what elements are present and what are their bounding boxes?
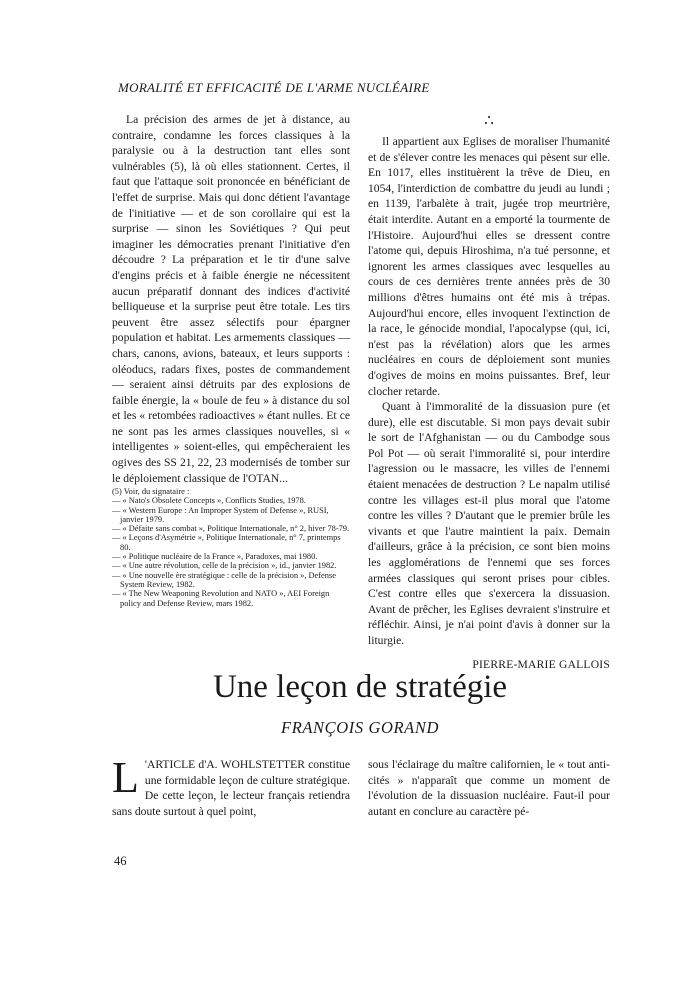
- left-paragraph: La précision des armes de jet à distance, au contraire, condamne les forces classiques à la paralysie ou à la destruction tant elles sont vulnérables (5), là où elles stationnent. Certes, il faut que l'attaque soit prononcée en bénéficiant de l'effet de surprise. Mais qui donc détient l'avantage de l'initiative — et de son corollaire qui est la surprise — sinon les Soviétiques ? Qui peut imaginer les démocraties prenant l'initiative d'en découdre ? La préparation et le tir d'une salve d'engins précis et à faible énergie ne nécessitent aucun préparatif donnant des indices d'activité belliqueuse et la surprise peut être totale. Les tirs peuvent être assez sélectifs pour épargner population et habitat. Les armements classiques — chars, canons, avions, bateaux, et leurs supports : oléoducs, radars fixes, postes de commandement — seraient ainsi détruits par des explosions de faible énergie, la « boule de feu » à distance du sol et les « retombées radioactives » étant nulles. Et ce ne sont pas les armes classiques nouvelles, si « intelligentes » soient-elles, qui empêcheraient les ogives des SS 21, 22, 23 modernisés de tomber sur le déploiement classique de l'OTAN...: [112, 113, 350, 485]
- footnote-item: — « Western Europe : An Improper System of Defense », RUSI, janvier 1979.: [112, 505, 329, 524]
- author-signature: PIERRE-MARIE GALLOIS: [472, 657, 610, 671]
- footnote-item: — « Défaite sans combat », Politique Internationale, n° 2, hiver 78-79.: [112, 524, 350, 534]
- running-head: MORALITÉ ET EFFICACITÉ DE L'ARME NUCLÉAIRE: [118, 80, 430, 95]
- article-right-text: sous l'éclairage du maître californien, le « tout anti-cités » n'apparaît que comme un moment de l'évolution de la dissuasion nucléaire. Faut-il pour autant en conclure au caractère pé-: [368, 758, 610, 818]
- article-left-column: [112, 753, 350, 819]
- footnote-item: — « The New Weaponing Revolution and NATO », AEI Foreign policy and Defense Review, mars 1982.: [112, 589, 330, 608]
- footnote-item: — « Leçons d'Asymétrie », Politique Internationale, n° 7, printemps 80.: [112, 533, 341, 552]
- section-break-asterism: ∴: [484, 113, 494, 129]
- footnote-item: — « Politique nucléaire de la France », Paradoxes, mai 1980.: [112, 552, 318, 562]
- article-left-text: 'ARTICLE d'A. WOHLSTETTER constitue une formidable leçon de culture stratégique. De cette leçon, le lecteur français retiendra sans doute surtout à quel point,: [112, 758, 350, 818]
- footnote-item: — « Une nouvelle ère stratégique : celle de la précision », Defense System Review, 1982.: [112, 570, 336, 589]
- article-right-column: [368, 757, 610, 819]
- drop-cap: L: [112, 753, 139, 802]
- right-paragraph-1: Il appartient aux Eglises de moraliser l'humanité et de s'élever contre les menaces qui pèsent sur elle. En 1017, elles instituèrent la trêve de Dieu, en 1054, l'interdiction de combattre du jeudi au lundi ; en 1139, l'arbalète à trait, jugée trop meurtrière, était interdite. Autant en a emporté la tourmente de l'Histoire. Aujourd'hui elles se dressent contre l'atome qui, depuis Hiroshima, n'a tué personne, et ignorent les armes classiques avec lesquelles au cours de ces dernières trente années près de 30 millions d'êtres humains ont été mis à trépas. Aujourd'hui encore, elles invoquent l'extinction de la race, le génocide mondial, l'apocalypse (qui, ici, n'est pas la révélation) alors que les armes nucléaires en cours de déploiement sont munies d'ogives de moins en moins puissantes. Bref, leur clocher retarde.: [368, 135, 610, 398]
- article-title: Une leçon de stratégie: [212, 669, 508, 705]
- article-author: FRANÇOIS GORAND: [281, 718, 439, 737]
- footnotes: [112, 487, 352, 608]
- page-number: 46: [114, 854, 127, 868]
- left-column: [112, 112, 350, 486]
- footnote-item: — « Nato's Obsolete Concepts », Conflicts Studies, 1978.: [112, 496, 306, 506]
- right-paragraph-2: Quant à l'immoralité de la dissuasion pure (et dure), elle est discutable. Si mon pays devait subir le sort de l'Afghanistan — ou du Cambodge sous Pol Pot — où serait l'immoralité si, pour interdire l'agression ou le massacre, les villes de l'ennemi étaient menacées de destruction ? Le napalm utilisé contre les villages est-il plus moral que l'atome contre les villes ? D'autant que le premier brûle les vivants et que l'autre maintient la paix. Demain d'ailleurs, grâce à la précision, ce sont bien moins les agglomérations de l'ennemi que ses forces armées classiques qui seront prises pour cibles. C'est contre elles que s'exercera la dissuasion. Avant de prêcher, les Eglises devraient s'instruire et réfléchir. Ainsi, je n'ai point d'avis à donner sur la liturgie.: [368, 400, 610, 647]
- footnote-item: — « Une autre révolution, celle de la précision », id., janvier 1982.: [112, 561, 337, 571]
- right-column: [368, 112, 610, 672]
- footnote-heading: (5) Voir, du signataire :: [112, 487, 190, 496]
